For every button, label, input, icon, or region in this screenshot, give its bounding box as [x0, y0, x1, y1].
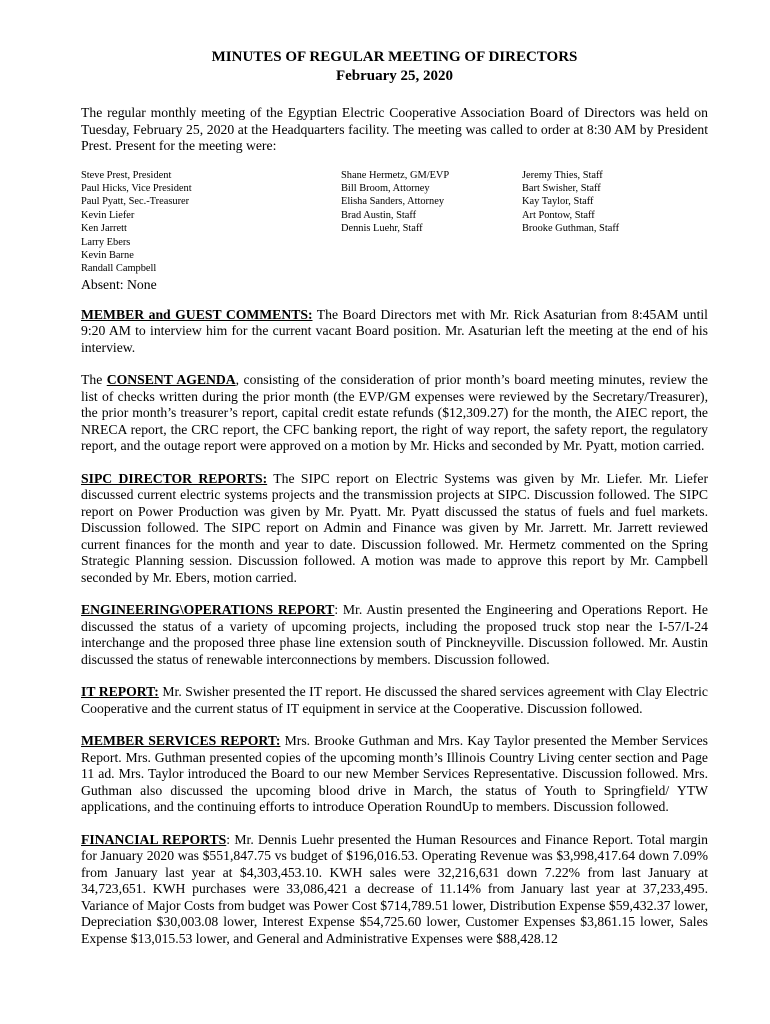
financial-reports-section	[81, 832, 708, 948]
attendee: Art Pontow, Staff	[522, 209, 595, 221]
attendee: Dennis Luehr, Staff	[341, 223, 423, 235]
section-heading: MEMBER SERVICES REPORT:	[81, 733, 281, 749]
section-heading: SIPC DIRECTOR REPORTS:	[81, 470, 268, 486]
section-heading: ENGINEERING\OPERATIONS REPORT	[81, 602, 335, 618]
document-title: MINUTES OF REGULAR MEETING OF DIRECTORS	[211, 49, 578, 65]
attendee: Bill Broom, Attorney	[341, 182, 430, 194]
attendee: Kevin Liefer	[81, 209, 135, 221]
section-body: : Mr. Dennis Luehr presented the Human Resources and Finance Report. Total margin for January 2020 was $551,847.75 vs budget of $196,016.53. Operating Revenue was $3,998,417.64 down 7.09% from January last year at $4,303,453.10. KWH sales were 32,216,631 down 7.22% from last January at 34,723,651. KWH purchases were 33,086,421 a decrease of 11.14% from January last year at 37,233,495. Variance of Major Costs from budget was Power Cost $714,789.51 lower, Distribution Expense $59,432.37 lower, Depreciation $30,003.08 lower, Interest Expense $54,725.60 lower, Customer Expenses $3,861.15 lower, Sales Expense $13,015.53 lower, and General and Administrative Expenses were $88,428.12	[81, 831, 708, 946]
absent-line: Absent: None	[81, 276, 157, 292]
section-lead: The	[81, 372, 107, 388]
attendee: Kevin Barne	[81, 249, 134, 261]
section-heading: IT REPORT:	[81, 684, 159, 700]
attendee: Brad Austin, Staff	[341, 209, 417, 221]
attendees-staff-column	[522, 169, 692, 276]
section-heading: MEMBER and GUEST COMMENTS:	[81, 306, 313, 322]
attendee: Larry Ebers	[81, 236, 131, 248]
section-body: Mrs. Brooke Guthman and Mrs. Kay Taylor presented the Member Services Report. Mrs. Guthman presented copies of the upcoming month’s Illinois Country Living center section and Page 11 ad. Mrs. Taylor introduced the Board to our new Member Services Representative. Discussion followed. Mrs. Guthman also discussed the upcoming blood drive in March, the status of Youth to Springfield/ YTW applications, and the continuing efforts to introduce Operation RoundUp to members. Discussion followed.	[81, 733, 708, 815]
sipc-director-reports-section	[81, 471, 708, 587]
attendee: Brooke Guthman, Staff	[522, 223, 620, 235]
attendee: Randall Campbell	[81, 263, 157, 275]
attendee: Steve Prest, President	[81, 169, 172, 181]
attendees-management-column	[341, 169, 522, 276]
attendance-list	[81, 169, 708, 276]
attendee: Paul Pyatt, Sec.-Treasurer	[81, 196, 190, 208]
consent-agenda-section	[81, 372, 708, 455]
attendee: Ken Jarrett	[81, 223, 127, 235]
section-body: Mr. Swisher presented the IT report. He discussed the shared services agreement with Clay Electric Cooperative and the current status of IT equipment in service at the Cooperative. Discussion followed.	[81, 684, 708, 716]
attendee: Paul Hicks, Vice President	[81, 182, 192, 194]
attendee: Shane Hermetz, GM/EVP	[341, 169, 450, 181]
meeting-date: February 25, 2020	[335, 68, 454, 84]
engineering-operations-section	[81, 602, 708, 668]
attendee: Kay Taylor, Staff	[522, 196, 594, 208]
member-guest-comments-section	[81, 307, 708, 357]
section-body: , consisting of the consideration of prior month’s board meeting minutes, review the list of checks written during the prior month (the EVP/GM expenses were reviewed by the Secretary/Treasurer), the prior month’s treasurer’s report, capital credit estate refunds ($12,309.27) for the month, the AIEC report, the NRECA report, the CRC report, the CFC banking report, the right of way report, the safety report, the regulatory report, and the outage report were approved on a motion by Mr. Hicks and seconded by Mr. Pyatt, motion carried.	[81, 372, 708, 454]
section-body: The SIPC report on Electric Systems was given by Mr. Liefer. Mr. Liefer discussed current electric systems projects and the transmission projects at SIPC. Discussion followed. The SIPC report on Power Production was given by Mr. Pyatt. Mr. Pyatt discussed the status of fuels and fuel markets. Discussion followed. The SIPC report on Admin and Finance was given by Mr. Jarrett. Mr. Jarrett reviewed current finances for the month and year to date. Discussion followed. Mr. Hermetz commented on the Spring Strategic Planning session. Discussion followed. A motion was made to approve this report by Mr. Campbell seconded by Mr. Ebers, motion carried.	[81, 470, 708, 585]
intro-paragraph: The regular monthly meeting of the Egyptian Electric Cooperative Association Board of Directors was held on Tuesday, February 25, 2020 at the Headquarters facility. The meeting was called to order at 8:30 AM by President Prest. Present for the meeting were:	[81, 105, 708, 153]
attendee: Bart Swisher, Staff	[522, 182, 601, 194]
attendees-directors-column	[81, 169, 341, 276]
section-body: : Mr. Austin presented the Engineering and Operations Report. He discussed the status of a variety of upcoming projects, including the proposed truck stop near the I-57/I-24 interchange and the proposed three phase line extension south of Pinckneyville. Discussion followed. Mr. Austin discussed the status of renewable interconnections by members. Discussion followed.	[81, 602, 708, 667]
it-report-section	[81, 684, 708, 717]
section-heading: CONSENT AGENDA	[106, 372, 236, 388]
section-heading: FINANCIAL REPORTS	[81, 831, 227, 847]
attendee: Jeremy Thies, Staff	[522, 169, 603, 181]
attendee: Elisha Sanders, Attorney	[341, 196, 445, 208]
section-body: The Board Directors met with Mr. Rick Asaturian from 8:45AM until 9:20 AM to interview him for the current vacant Board position. Mr. Asaturian left the meeting at the end of his interview.	[81, 306, 708, 355]
member-services-section	[81, 733, 708, 816]
